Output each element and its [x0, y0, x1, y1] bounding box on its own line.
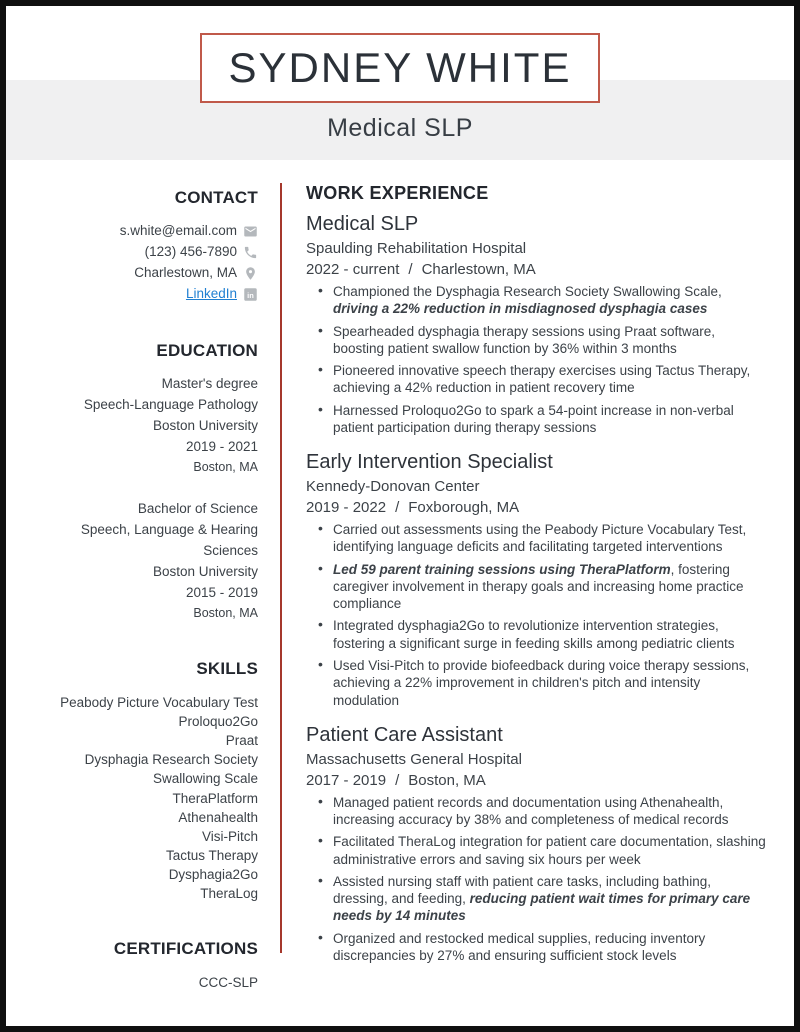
skill-item: TheraPlatform — [172, 790, 258, 806]
name-box — [200, 33, 600, 103]
job-company: Kennedy-Donovan Center — [306, 478, 480, 496]
job-title: Patient Care Assistant — [306, 723, 503, 746]
skills-heading: SKILLS — [196, 659, 258, 679]
envelope-icon — [243, 224, 258, 239]
skill-item: TheraLog — [200, 886, 258, 902]
job-bullet — [306, 833, 768, 868]
edu-school: Boston University — [152, 418, 258, 434]
job-entry — [306, 213, 768, 436]
work-experience-heading: WORK EXPERIENCE — [306, 183, 489, 203]
contact-item — [34, 263, 258, 284]
job-company: Spaulding Rehabilitation Hospital — [306, 240, 527, 257]
skills-section — [34, 656, 258, 903]
date-location-separator: / — [395, 499, 400, 517]
edu-degree: Bachelor of Science — [137, 501, 258, 517]
job-dates-line — [306, 261, 768, 278]
skill-item: Tactus Therapy — [165, 848, 258, 864]
job-location: Boston, MA — [408, 771, 486, 789]
phone-icon — [243, 245, 258, 260]
job-bullet — [306, 323, 768, 358]
skill-item: Peabody Picture Vocabulary Test — [60, 694, 258, 710]
edu-location: Boston, MA — [193, 606, 258, 621]
job-entry — [306, 724, 768, 964]
job-location: Foxborough, MA — [408, 499, 520, 517]
job-bullet — [306, 521, 768, 556]
contact-heading: CONTACT — [174, 188, 258, 207]
contact-item — [34, 284, 258, 305]
edu-degree: Master's degree — [161, 376, 258, 392]
job-location: Charlestown, MA — [421, 261, 536, 278]
bullet-emphasis: Led 59 parent training sessions using TheraPlatform — [333, 561, 671, 577]
certifications-heading: CERTIFICATIONS — [113, 939, 258, 959]
edu-dates: 2019 - 2021 — [185, 439, 258, 455]
date-location-separator: / — [395, 771, 400, 789]
edu-field: Speech-Language Pathology — [83, 397, 258, 413]
job-dates-line — [306, 499, 768, 516]
job-bullet — [306, 402, 768, 437]
job-title: Medical SLP — [306, 213, 419, 235]
job-dates: 2019 - 2022 — [306, 499, 387, 517]
skill-item: Visi-Pitch — [201, 828, 258, 844]
education-list — [34, 374, 258, 623]
date-location-separator: / — [408, 261, 413, 278]
education-entry — [34, 374, 258, 477]
job-bullet — [306, 617, 768, 652]
bullet-text: Used Visi-Pitch to provide biofeedback during voice therapy sessions, achieving a 22% improvement in children's pitch and intensity modulation — [333, 657, 750, 708]
contact-list — [34, 221, 258, 305]
skill-item: Praat — [225, 733, 258, 749]
skill-item: Proloquo2Go — [178, 713, 258, 729]
sidebar — [6, 160, 280, 1026]
certifications-list — [34, 973, 258, 992]
job-entry — [306, 451, 768, 709]
skills-list — [34, 693, 258, 904]
job-title: Early Intervention Specialist — [306, 451, 553, 474]
candidate-title: Medical SLP — [327, 113, 473, 142]
edu-school: Boston University — [152, 564, 258, 580]
education-entry — [34, 499, 258, 623]
job-dates: 2017 - 2019 — [306, 771, 387, 789]
resume-body — [6, 160, 794, 1026]
education-section — [34, 338, 258, 623]
bullet-text: Harnessed Proloquo2Go to spark a 54-point increase in non-verbal patient participation during therapy sessions — [333, 402, 734, 435]
bullet-text: Organized and restocked medical supplies, reducing inventory discrepancies by 27% and ensuring sufficient stock levels — [333, 930, 706, 963]
job-bullet — [306, 873, 768, 925]
contact-text: Charlestown, MA — [134, 265, 237, 281]
bullet-text: Integrated dysphagia2Go to revolutionize intervention strategies, fostering a significant surge in feeding skills among pediatric clients — [333, 618, 735, 651]
skill-item: Dysphagia2Go — [168, 867, 258, 883]
certifications-section — [34, 936, 258, 992]
job-bullet — [306, 657, 768, 709]
contact-section — [34, 185, 258, 305]
bullet-emphasis: driving a 22% reduction in misdiagnosed dysphagia cases — [333, 301, 708, 317]
job-bullets — [306, 283, 768, 436]
job-bullets — [306, 794, 768, 964]
bullet-text: Assisted nursing staff with patient care tasks, including bathing, dressing, and feeding, — [333, 873, 711, 907]
job-bullets — [306, 521, 768, 709]
bullet-text: Managed patient records and documentation using Athenahealth, increasing accuracy by 38% and completeness of medical records — [333, 794, 729, 828]
job-bullet — [306, 561, 768, 613]
job-bullet — [306, 283, 768, 318]
skill-item: Dysphagia Research Society Swallowing Scale — [84, 752, 258, 787]
bullet-text: Facilitated TheraLog integration for patient care documentation, slashing administrative errors and saving six hours per week — [333, 834, 766, 867]
edu-location: Boston, MA — [193, 460, 258, 475]
edu-dates: 2015 - 2019 — [185, 585, 258, 601]
work-experience-column — [282, 160, 794, 1026]
contact-item — [34, 221, 258, 242]
job-dates-line — [306, 772, 768, 789]
bullet-text: Pioneered innovative speech therapy exercises using Tactus Therapy, achieving a 42% reduction in patient recovery time — [333, 363, 751, 396]
job-dates: 2022 - current — [306, 261, 400, 278]
job-bullet — [306, 930, 768, 965]
bullet-emphasis: reducing patient wait times for primary care needs by 14 minutes — [333, 891, 751, 924]
linkedin-icon — [243, 287, 258, 302]
resume-header — [6, 6, 794, 160]
certification-item: CCC-SLP — [198, 974, 258, 990]
bullet-text: Spearheaded dysphagia therapy sessions using Praat software, boosting patient swallow function by 36% within 3 months — [333, 323, 715, 356]
linkedin-link[interactable]: LinkedIn — [185, 286, 237, 302]
job-bullet — [306, 794, 768, 829]
contact-item — [34, 242, 258, 263]
bullet-text: , fostering caregiver involvement in therapy goals and increasing home practice compliance — [333, 561, 744, 612]
bullet-text: Championed the Dysphagia Research Society Swallowing Scale, — [333, 284, 722, 299]
svg-text:in: in — [247, 291, 254, 300]
skill-item: Athenahealth — [178, 809, 258, 825]
contact-text: (123) 456-7890 — [144, 244, 237, 260]
job-bullet — [306, 362, 768, 397]
bullet-text: Carried out assessments using the Peabody Picture Vocabulary Test, identifying language deficits and facilitating targeted interventions — [333, 522, 747, 555]
edu-field: Speech, Language & Hearing Sciences — [80, 522, 258, 559]
jobs-container — [306, 213, 768, 964]
contact-text: s.white@email.com — [119, 223, 237, 239]
education-heading: EDUCATION — [156, 341, 258, 361]
job-company: Massachusetts General Hospital — [306, 750, 522, 768]
location-pin-icon — [243, 266, 258, 281]
candidate-name: SYDNEY WHITE — [228, 44, 572, 91]
